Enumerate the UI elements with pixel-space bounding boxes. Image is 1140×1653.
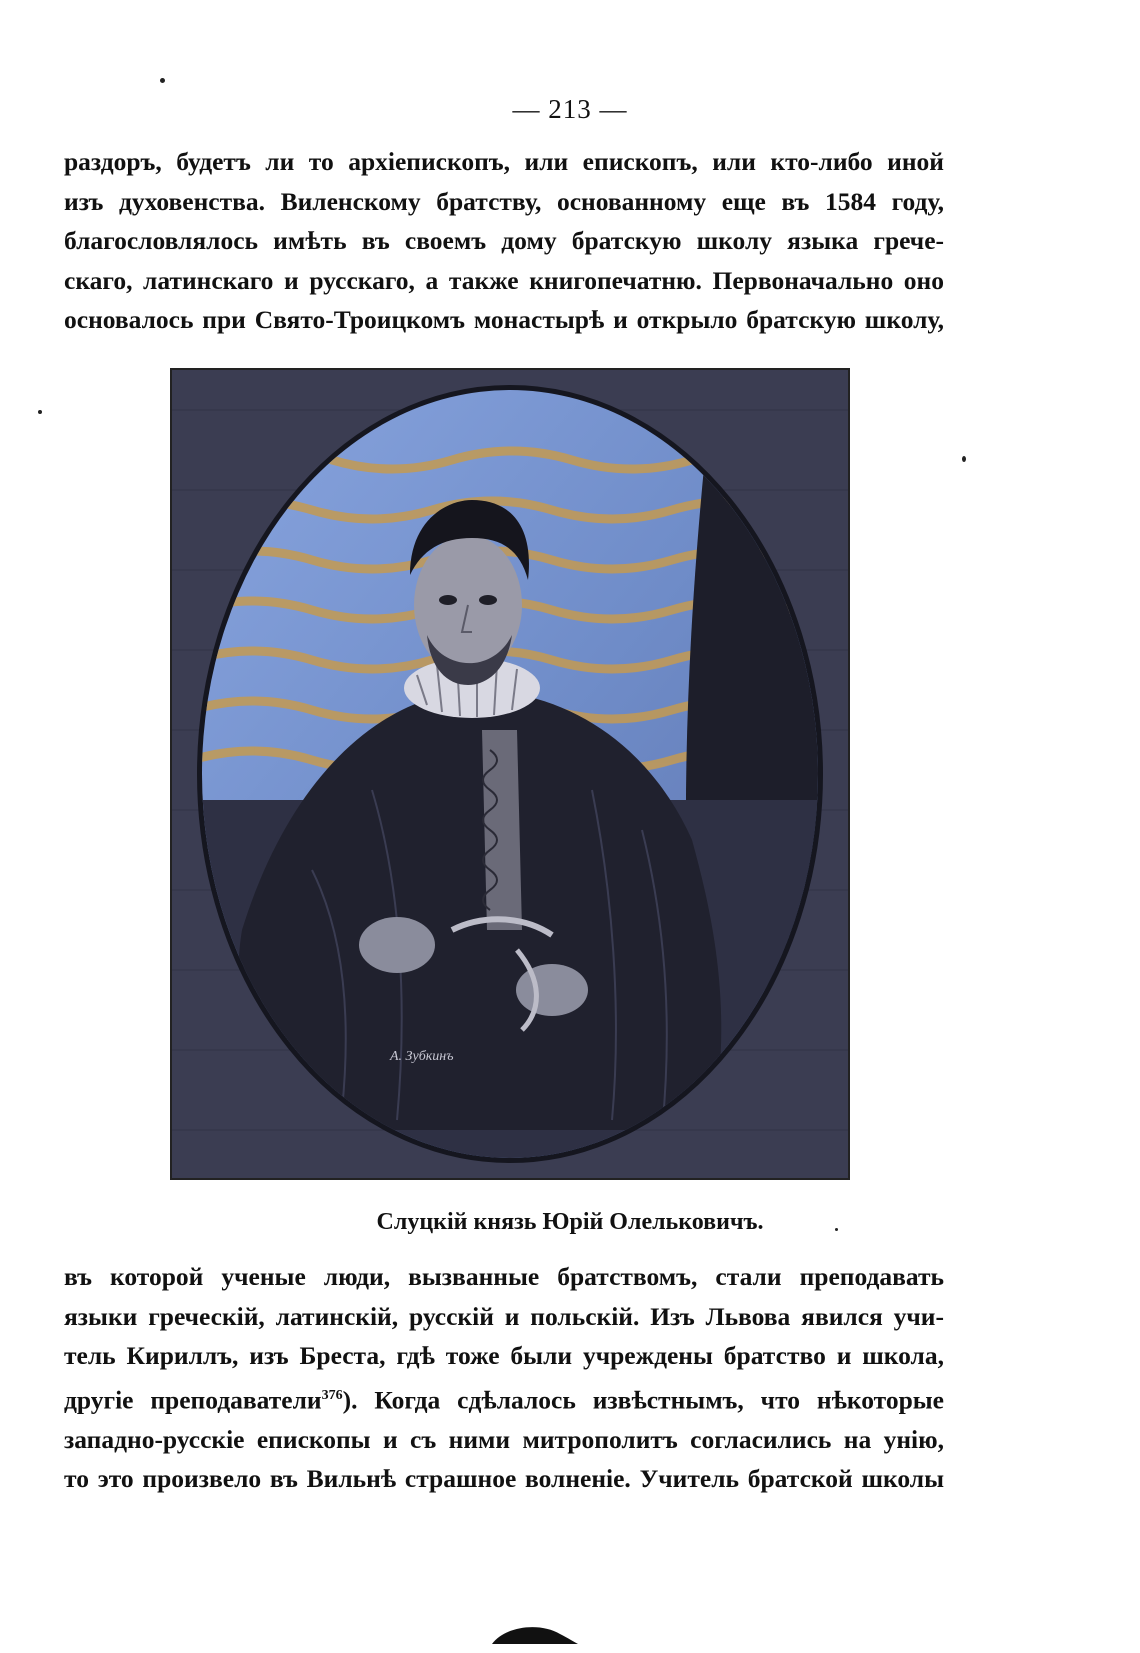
text-line: западно-русскіе епископы и съ ними митрополитъ согласились на унію, <box>64 1424 944 1454</box>
text-line: то это произвело въ Вильнѣ страшное волненіе. Учитель братской школы <box>64 1464 944 1493</box>
scan-speck <box>962 456 966 462</box>
engraver-signature: А. Зубкинъ <box>390 1049 454 1064</box>
text-line: языки греческій, латинскій, русскій и польскій. Изъ Львова явился учи- <box>64 1301 944 1331</box>
text-line-with-footnote <box>64 1376 944 1420</box>
text-fragment: ). Когда сдѣлалось извѣстнымъ, что нѣкоторые <box>342 1385 944 1414</box>
text-block-top <box>64 142 944 340</box>
portrait-engraving <box>172 370 848 1178</box>
scan-speck <box>160 78 165 83</box>
text-line: раздоръ, будетъ ли то архіепископъ, или епископъ, или кто-либо иной <box>64 147 944 176</box>
figure-caption: Слуцкій князь Юрій Олельковичъ. <box>376 1209 764 1235</box>
text-line: основалось при Свято-Троицкомъ монастырѣ и открыло братскую школу, <box>64 305 944 334</box>
text-fragment: другіе преподаватели <box>64 1385 322 1414</box>
text-line: скаго, латинскаго и русскаго, а также книгопечатню. Первоначально оно <box>64 265 944 295</box>
footnote-marker: 376 <box>321 1387 343 1403</box>
text-line: изъ духовенства. Виленскому братству, основанному еще въ 1584 году, <box>64 186 944 216</box>
page-number: — 213 — <box>512 94 628 124</box>
scan-speck <box>38 410 42 414</box>
end-ornament <box>490 1620 580 1648</box>
text-line: въ которой ученые люди, вызванные братствомъ, стали преподавать <box>64 1262 944 1291</box>
text-line: тель Кириллъ, изъ Бреста, гдѣ тоже были учреждены братство и школа, <box>64 1341 944 1370</box>
scan-speck <box>835 1228 838 1231</box>
text-line: благословлялось имѣть въ своемъ дому братскую школу языка грече- <box>64 226 944 255</box>
text-block-bottom <box>64 1257 944 1499</box>
portrait-figure <box>170 368 850 1180</box>
